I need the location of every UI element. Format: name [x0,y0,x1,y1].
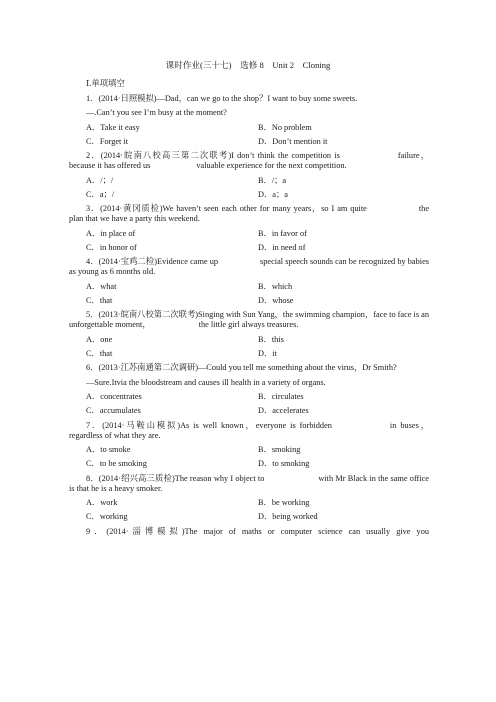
section-heading: Ⅰ.单项填空 [86,79,125,88]
options-row [69,392,429,402]
option-a: A．what [86,281,117,291]
option-b: B．circulates [258,392,304,401]
option-d: D．Don’t mention it [258,137,328,147]
options-row [69,512,429,522]
option-a: A．work [86,497,118,507]
question-9: 9．(2014·淄博模拟)The major of maths or computer science can usually give you [86,526,429,536]
question-6: 6．(2013·江苏南通第二次调研)—Could you tell me something about the virus，Dr Smith? —Sure.Itvia the bloodstream and causes ill health in a variety of organs. A．concentrates B．circulates C．accumulates D．accelerates [69,363,429,416]
option-d: D．it [258,348,277,358]
option-b: B．/；a [258,175,287,185]
option-b: B．which [258,281,293,291]
question-8: 8．(2014·绍兴高三质检)The reason why I object to with Mr Black in the same office is that he is a heavy smoker. A．work B．be working C．working D．being worked [69,473,429,522]
option-d: D．a；a [258,190,288,200]
option-a: A．concentrates [86,392,142,401]
option-b: B．No problem [258,122,312,132]
option-d: D．accelerates [258,406,309,416]
options-row [69,445,429,455]
options-row [69,123,429,133]
question-list [69,94,429,541]
option-b: B．smoking [258,444,301,454]
option-c: C．that [86,348,113,358]
option-a: A．Take it easy [86,122,140,132]
options-row [69,406,429,416]
options-row [69,296,429,306]
page-title: 课时作业(三十七) 选修 8 Unit 2 Cloning [165,60,331,70]
question-7: 7．(2014·马鞍山模拟)As is well known，everyone is forbidden in buses，regardless of what they are. A．to smoke B．smoking C．to be smoking D．to smoking [69,420,429,469]
option-a: A．one [86,334,113,344]
option-a: A．/；/ [86,175,114,185]
options-row [69,137,429,147]
option-c: C．working [86,512,128,522]
option-c: C．to be smoking [86,459,147,469]
options-row [69,498,429,508]
options-row [69,349,429,359]
options-row [69,282,429,292]
option-d: D．whose [258,295,294,305]
options-row [69,229,429,239]
question-3: 3．(2014·黄冈质检)We haven’t seen each other for many years，so I am quite the plan that we have a party this weekend. A．in place of B．in favor of C．in honor of D．in need of [69,204,429,252]
option-c: C．Forget it [86,137,129,147]
option-d: D．in need of [258,243,306,252]
question-4: 4．(2014·宝鸡二检)Evidence came up special speech sounds can be recognized by babies as young as 6 months old. A．what B．which C．that D．whose [69,257,429,305]
options-row [69,243,429,253]
option-b: B．be working [258,497,310,507]
options-row [69,176,429,186]
options-row [69,459,429,469]
question-5: 5．(2013·皖南八校第二次联考)Singing with Sun Yang，the swimming champion，face to face is an unforgettable moment， the little girl always treasures. A．one B．this C．that D．it [69,310,429,358]
question-1: 1．(2014·日照模拟)—Dad，can we go to the shop？I want to buy some sweets. —.Can’t you see I’m busy at the moment? A．Take it easy B．No problem C．Forget it D．Don’t mention it [69,94,429,147]
option-b: B．this [258,334,284,344]
option-d: D．to smoking [258,459,310,469]
option-b: B．in favor of [258,228,307,238]
option-c: C．in honor of [86,243,137,252]
question-2: 2．(2014·皖南八校高三第二次联考)I don’t think the competition is failure，because it has offered us valuable experience for the next competition. A．/；/ B．/；a C．a；/ D．a；a [69,151,430,200]
option-c: C．accumulates [86,406,141,416]
options-row [69,335,429,345]
question-stem: 1．(2014·日照模拟)—Dad，can we go to the shop？I want to buy some sweets. [86,94,358,103]
options-row [69,190,429,200]
option-a: A．to smoke [86,444,131,454]
option-d: D．being worked [258,512,318,522]
option-a: A．in place of [86,228,136,238]
option-c: C．a；/ [86,190,115,200]
option-c: C．that [86,295,113,305]
